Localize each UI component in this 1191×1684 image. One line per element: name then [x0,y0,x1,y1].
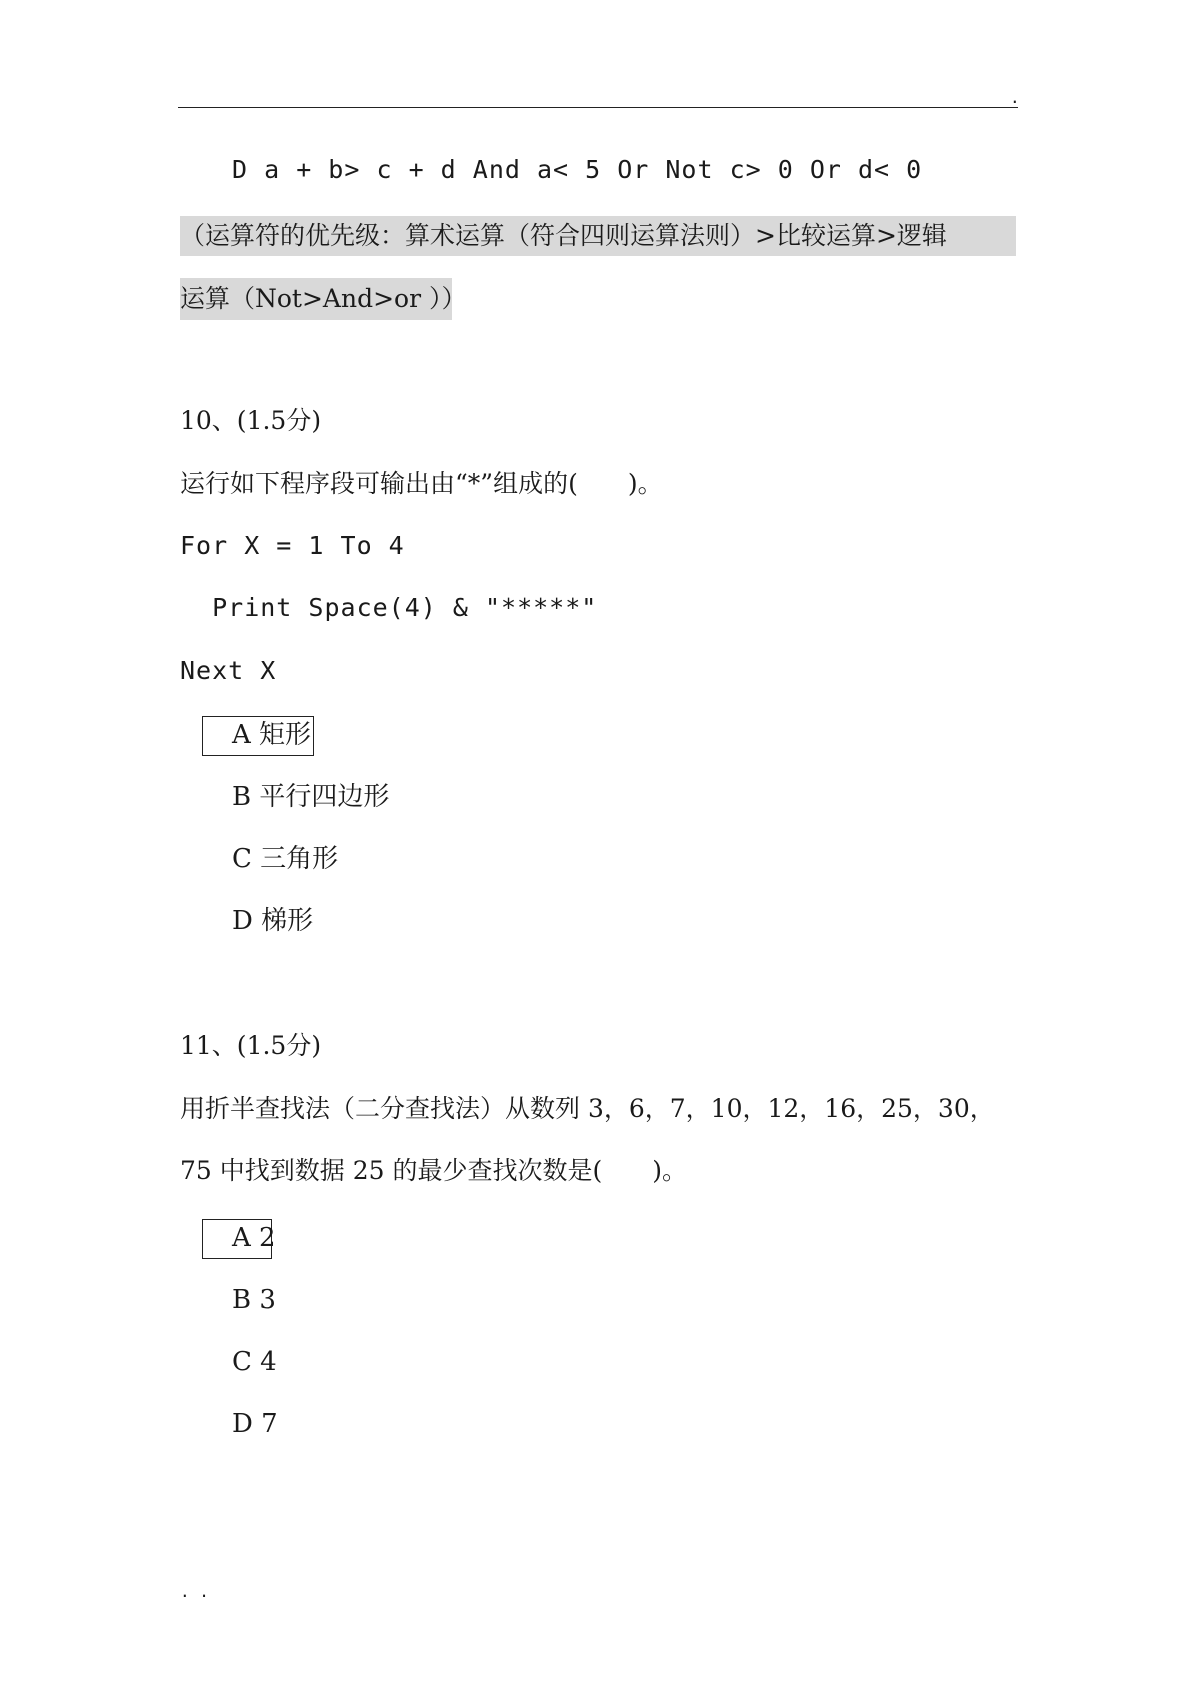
q10-option-b[interactable]: B 平行四边形 [232,782,390,812]
prev-option-d: D a + b> c + d And a< 5 Or Not c> 0 Or d< 0 [232,155,923,184]
q10-code-line1: For X = 1 To 4 [180,531,405,560]
header-rule [178,107,1018,108]
q11-prompt-line1: 用折半查找法（二分查找法）从数列 3，6，7，10，12，16，25，30， [180,1094,995,1123]
q11-heading: 11、(1.5分) [180,1031,322,1060]
q10-code-line2: Print Space(4) & "*****" [180,593,598,622]
precedence-note-line2: 运算（Not>And>or ）） [180,278,452,320]
q10-option-d[interactable]: D 梯形 [232,906,314,936]
q11-option-b[interactable]: B 3 [232,1285,276,1315]
header-mark: . [1010,88,1020,107]
q11-option-a[interactable]: A 2 [232,1223,276,1253]
q11-option-d[interactable]: D 7 [232,1409,278,1439]
q10-option-c[interactable]: C 三角形 [232,844,339,874]
q10-code-line3: Next X [180,656,277,685]
q10-prompt: 运行如下程序段可输出由“*”组成的( )。 [180,469,663,498]
footer-mark: . . [180,1582,209,1601]
q11-prompt-line2: 75 中找到数据 25 的最少查找次数是( )。 [180,1156,687,1185]
q10-option-a[interactable]: A 矩形 [232,720,312,750]
q11-option-c[interactable]: C 4 [232,1347,277,1377]
precedence-note-line1: （运算符的优先级：算术运算（符合四则运算法则）>比较运算>逻辑 [180,216,1016,256]
q10-heading: 10、(1.5分) [180,406,322,435]
